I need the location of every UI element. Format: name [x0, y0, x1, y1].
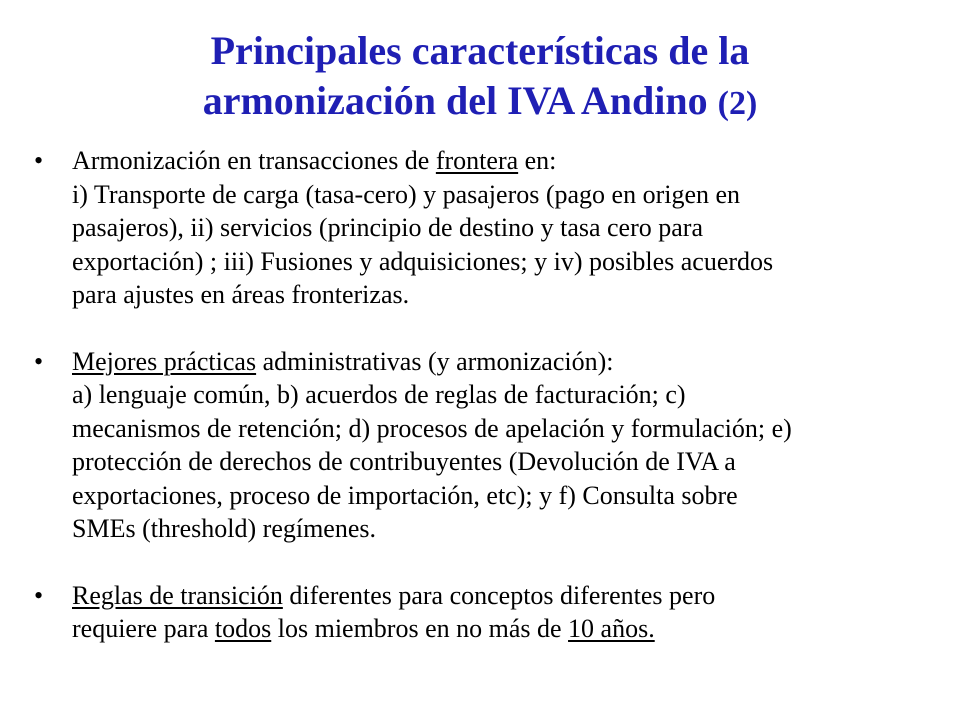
bullet-line: exportaciones, proceso de importación, etc); y f) Consulta sobre	[72, 480, 738, 510]
bullet-line: pasajeros), ii) servicios (principio de destino y tasa cero para	[72, 213, 703, 242]
slide-title	[60, 26, 900, 129]
bullet-line: exportación) ; iii) Fusiones y adquisiciones; y iv) posibles acuerdos	[72, 246, 774, 276]
title-line-2	[60, 76, 900, 129]
bullet-line	[72, 579, 934, 613]
bullet-item-mejores-practicas	[34, 345, 934, 546]
underlined-text: 10 años.	[568, 614, 655, 643]
bullet-list	[34, 144, 934, 679]
title-line-2-suffix: (2)	[717, 85, 758, 122]
bullet-line: a) lenguaje común, b) acuerdos de reglas de facturación; c)	[72, 380, 686, 409]
text-run: Armonización en transacciones de	[72, 146, 436, 175]
bullet-dot: •	[34, 580, 44, 610]
bullet-item-frontera	[34, 144, 934, 312]
bullet-line: SMEs (threshold) regímenes.	[72, 514, 377, 543]
underlined-text: Mejores prácticas	[72, 346, 257, 376]
text-run: los miembros en no más de	[271, 614, 569, 643]
bullet-line: mecanismos de retención; d) procesos de apelación y formulación; e)	[72, 413, 792, 443]
bullet-line: i) Transporte de carga (tasa-cero) y pasajeros (pago en origen en	[72, 179, 741, 209]
bullet-dot: •	[34, 146, 44, 175]
bullet-line: para ajustes en áreas fronterizas.	[72, 280, 410, 309]
bullet-line	[72, 612, 934, 646]
text-run: diferentes para conceptos diferentes pero	[282, 580, 716, 610]
text-run: administrativas (y armonización):	[256, 346, 614, 376]
bullet-line: protección de derechos de contribuyentes (Devolución de IVA a	[72, 447, 736, 476]
underlined-text: todos	[214, 614, 272, 643]
title-line-2-text: armonización del IVA Andino	[202, 78, 708, 123]
underlined-text: frontera	[435, 146, 519, 175]
bullet-line	[72, 144, 934, 178]
bullet-dot: •	[34, 346, 44, 376]
bullet-line	[72, 345, 934, 379]
text-run: en:	[518, 146, 557, 175]
underlined-text: Reglas de transición	[72, 580, 283, 610]
title-line-1: Principales características de la	[210, 28, 750, 73]
bullet-item-reglas-transicion	[34, 579, 934, 646]
text-run: requiere para	[72, 614, 215, 643]
